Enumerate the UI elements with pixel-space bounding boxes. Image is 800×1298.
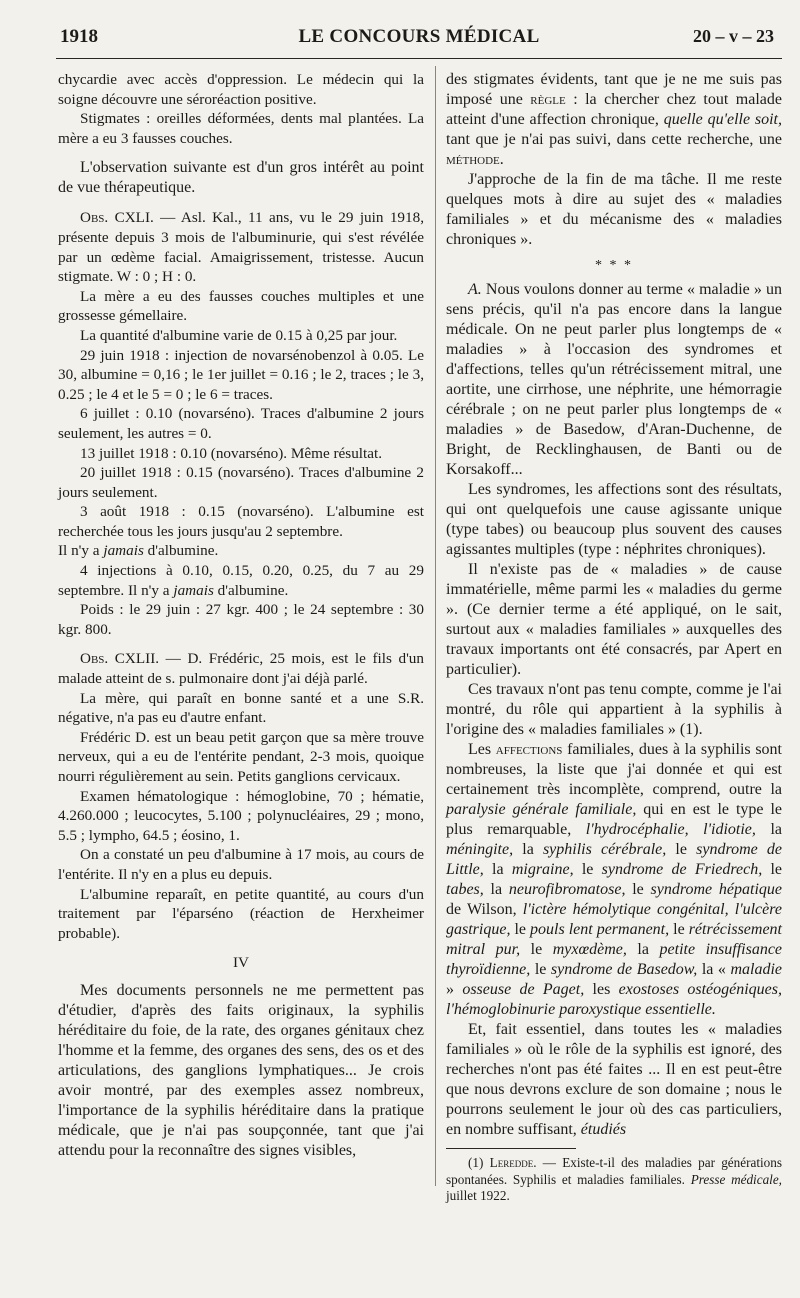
paragraph: Stigmates : oreilles déformées, dents mal plantées. La mère a eu 3 fausses couches. (58, 110, 424, 147)
paragraph: 29 juin 1918 : injection de novarsénobenzol à 0.05. Le 30, albumine = 0,16 ; le 1er juillet = 0.16 ; le 2, traces ; le 3, 0.25 ; le 4 et le 5 = 0 ; le 6 = traces. (58, 346, 424, 403)
paragraph: Frédéric D. est un beau petit garçon que sa mère trouve nerveux, qui a eu de l'entérite pendant, 2-3 mois, quoique nourri régulièrement au sein. Petits ganglions cervicaux. (58, 728, 424, 785)
footnote-rule (446, 1148, 576, 1149)
header-date: 20 – v – 23 (693, 26, 774, 46)
paragraph: 20 juillet 1918 : 0.15 (novarséno). Traces d'albumine 2 jours seulement. (58, 464, 424, 501)
paragraph: Mes documents personnels ne me permettent pas d'étudier, d'après des faits originaux, la syphilis héréditaire du foie, de la rate, des organes génitaux chez l'homme et la femme, des organes des sens, des os et des articulations, des ganglions lymphatiques... Je crois avoir montré, par des exemples assez nombreux, l'importance de la syphilis héréditaire dans la pratique médicale, que je n'ai pas soupçonnée, tant que j'ai attendu pour la reconnaître des signes visibles, (58, 981, 424, 1159)
paragraph: La mère, qui paraît en bonne santé et a une S.R. négative, n'a pas eu d'autre enfant. (58, 689, 424, 727)
paragraph: 4 injections à 0.10, 0.15, 0.20, 0.25, du 7 au 29 septembre. Il n'y a jamais d'albumine. (58, 562, 424, 599)
journal-title: LE CONCOURS MÉDICAL (298, 26, 540, 47)
paragraph: Poids : le 29 juin : 27 kgr. 400 ; le 24 septembre : 30 kgr. 800. (58, 601, 424, 638)
paragraph: Ces travaux n'ont pas tenu compte, comme je l'ai montré, du rôle qui appartient à la syphilis à l'origine des « maladies familiales » (1). (446, 681, 782, 738)
paragraph: 3 août 1918 : 0.15 (novarséno). L'albumine est recherchée tous les jours jusqu'au 2 septembre. (58, 503, 424, 540)
paragraph: Il n'existe pas de « maladies » de cause immatérielle, même parmi les « maladies du germe ». (Ce dernier terme a été appliqué, on le sait, surtout aux « maladies familiales » auxquelles des travaux importants ont été consacrés, par Apert en particulier). (446, 561, 782, 678)
observation-label: Obs. CXLII. (80, 650, 160, 668)
paragraph: chycardie avec accès d'oppression. Le médecin qui la soigne découvre une séroréaction positive. (58, 71, 424, 108)
observation-142: Obs. CXLII. — D. Frédéric, 25 mois, est le fils d'un malade atteint de s. pulmonaire dont j'ai déjà parlé. (58, 650, 424, 688)
paragraph: On a constaté un peu d'albumine à 17 mois, au cours de l'entérite. Il n'y en a plus eu depuis. (58, 846, 424, 883)
paragraph: La quantité d'albumine varie de 0.15 à 0,25 par jour. (80, 326, 398, 344)
paragraph: Et, fait essentiel, dans toutes les « maladies familiales » où le rôle de la syphilis est ignoré, des recherches n'ont pas été faites ... Il en est peut-être que nous devrons exclure de son domaine ; nous le pourrons seulement le jour où des cas particuliers, en nombre suffisant, étudiés (446, 1021, 782, 1138)
paragraph: Les syndromes, les affections sont des résultats, qui ont quelquefois une cause agissante unique (type tabes) ou beaucoup plus souvent des causes agissantes multiples (type : néphrites chroniques). (446, 481, 782, 558)
column-divider (435, 66, 436, 1186)
paragraph: 6 juillet : 0.10 (novarséno). Traces d'albumine 2 jours seulement, les autres = 0. (58, 405, 424, 442)
section-stars: * * * (595, 258, 633, 273)
header-year: 1918 (60, 26, 98, 47)
paragraph-affections: Les affections familiales, dues à la syphilis sont nombreuses, la liste que j'ai donnée et qui est certainement très incomplète, comprend, outre la paralysie générale familiale, qui en est le type le plus remarquable, l'hydrocéphalie, l'idiotie, la méningite, la syphilis cérébrale, le syndrome de Little, la migraine, le syndrome de Friedrech, le tabes, la neurofibromatose, le syndrome hépatique de Wilson, l'ictère hémolytique congénital, l'ulcère gastrique, le pouls lent permanent, le rétrécissement mitral pur, le myxœdème, la petite insuffisance thyroïdienne, le syndrome de Basedow, la « maladie » osseuse de Paget, les exostoses ostéogéniques, l'hémoglobinurie paroxystique essentielle. (446, 741, 783, 1018)
paragraph: Examen hématologique : hémoglobine, 70 ; hématie, 4.260.000 ; leucocytes, 5.100 ; polynucléaires, 29 ; mono, 5.5 ; lympho, 64.5 ; éosino, 1. (58, 787, 424, 844)
section-heading: IV (232, 954, 250, 972)
left-column (58, 70, 424, 1161)
paragraph-intro: L'observation suivante est d'un gros intérêt au point de vue thérapeutique. (58, 159, 424, 197)
paragraph: 13 juillet 1918 : 0.10 (novarséno). Même résultat. (80, 444, 382, 462)
right-column (446, 70, 782, 1205)
observation-141: Obs. CXLI. — Asl. Kal., 11 ans, vu le 29 juin 1918, présente depuis 3 mois de l'albuminurie, qui s'est révélée par un œdème facial. Amaigrissement, tristesse. Aucun stigmate. W : 0 ; H : 0. (58, 209, 424, 286)
paragraph: Il n'y a jamais d'albumine. (58, 542, 219, 560)
paragraph-a: A. Nous voulons donner au terme « maladie » un sens précis, qu'il n'a pas encore dans la langue médicale. On ne peut parler plus longtemps de « maladies » à l'occasion des syndromes et d'affections, telles qu'un rétrécissement mitral, une aortite, une cirrhose, une néphrite, une hémorragie cérébrale ; on ne peut parler plus longtemps de « maladies » de Basedow, d'Aran-Duchenne, de Bright, de Recklinghausen, de Banti ou de Korsakoff... (446, 281, 782, 478)
page-header (56, 22, 782, 59)
footnote: (1) Leredde. — Existe-t-il des maladies par générations spontanées. Syphilis et maladies familiales. Presse médicale, juillet 1922. (446, 1155, 782, 1204)
paragraph: J'approche de la fin de ma tâche. Il me reste quelques mots à dire au sujet des « maladies familiales » et du mécanisme des « maladies chroniques ». (446, 171, 782, 248)
observation-label: Obs. CXLI. (80, 209, 154, 227)
paragraph: La mère a eu des fausses couches multiples et une grossesse gémellaire. (58, 287, 424, 325)
paragraph: des stigmates évidents, tant que je ne me suis pas imposé une règle : la chercher chez tout malade atteint d'une affection chronique, quelle qu'elle soit, tant que je n'ai pas suivi, dans cette recherche, une méthode. (446, 71, 782, 168)
paragraph: L'albumine reparaît, en petite quantité, au cours d'un traitement par l'éparséno (réaction de Herxheimer probable). (58, 885, 424, 942)
